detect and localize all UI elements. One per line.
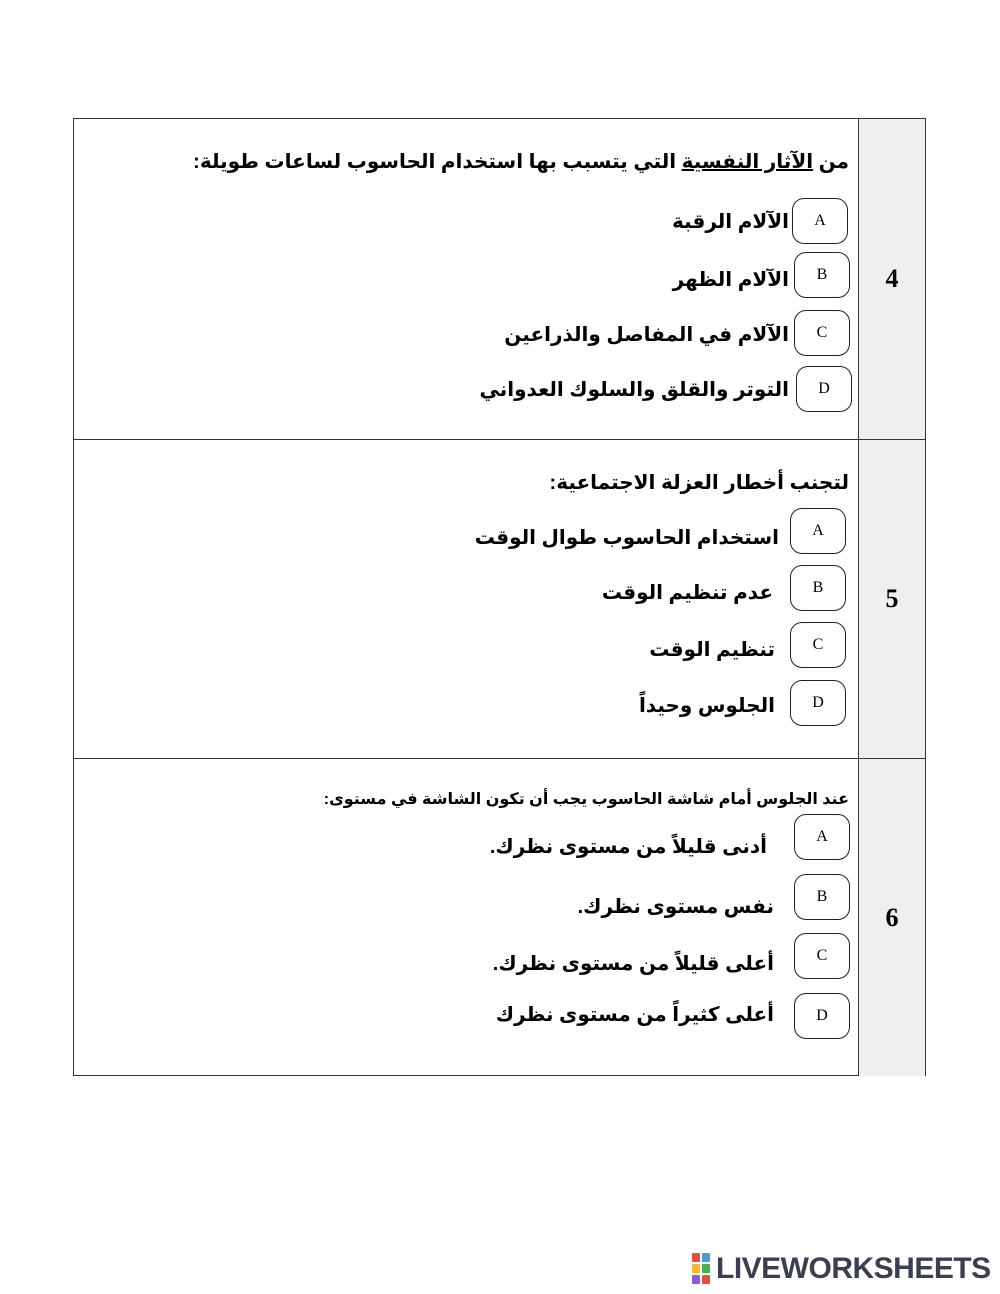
option-c-text: تنظيم الوقت: [649, 639, 775, 661]
question-row-4: [74, 119, 925, 439]
logo-text: LIVEWORKSHEETS: [716, 1251, 991, 1285]
logo-icon-square: [702, 1253, 710, 1262]
option-a-text: الآلام الرقبة: [671, 211, 789, 233]
option-a-button[interactable]: A: [790, 508, 846, 554]
option-d-text: الجلوس وحيداً: [638, 695, 775, 717]
liveworksheets-logo: [692, 1253, 991, 1284]
quiz-table: [73, 118, 926, 1076]
option-a-text: استخدام الحاسوب طوال الوقت: [474, 527, 779, 549]
option-c-text: الآلام في المفاصل والذراعين: [504, 324, 789, 346]
option-d-button[interactable]: D: [794, 993, 850, 1039]
option-c-text: أعلى قليلاً من مستوى نظرك.: [492, 953, 774, 975]
logo-icon-square: [702, 1264, 710, 1273]
logo-icon-square: [692, 1275, 700, 1284]
question-row-5: [74, 439, 925, 758]
option-d-text: التوتر والقلق والسلوك العدواني: [479, 379, 789, 401]
question-number: 5: [858, 440, 925, 758]
question-number: 6: [858, 759, 925, 1076]
question-prompt: لتجنب أخطار العزلة الاجتماعية:: [549, 472, 849, 494]
logo-icon-square: [692, 1264, 700, 1273]
option-b-text: الآلام الظهر: [672, 269, 789, 291]
option-b-button[interactable]: B: [794, 252, 850, 298]
option-c-button[interactable]: C: [790, 622, 846, 668]
option-c-button[interactable]: C: [794, 310, 850, 356]
question-row-6: [74, 758, 925, 1076]
logo-icon: [692, 1253, 710, 1284]
option-b-text: نفس مستوى نظرك.: [577, 896, 774, 918]
logo-icon-square: [692, 1253, 700, 1262]
prompt-underlined: الآثار النفسية: [681, 151, 814, 173]
prompt-part: من: [813, 151, 849, 173]
option-b-text: عدم تنظيم الوقت: [601, 582, 773, 604]
option-a-button[interactable]: A: [792, 198, 848, 244]
option-b-button[interactable]: B: [790, 565, 846, 611]
option-a-button[interactable]: A: [794, 814, 850, 860]
option-d-button[interactable]: D: [796, 366, 852, 412]
question-number: 4: [858, 119, 925, 439]
option-b-button[interactable]: B: [794, 874, 850, 920]
option-a-text: أدنى قليلاً من مستوى نظرك.: [489, 836, 767, 858]
question-prompt: عند الجلوس أمام شاشة الحاسوب يجب أن تكون الشاشة في مستوى:: [323, 791, 849, 808]
prompt-part: التي يتسبب بها استخدام الحاسوب لساعات طويلة:: [193, 151, 682, 173]
option-d-button[interactable]: D: [790, 680, 846, 726]
question-prompt: [193, 149, 849, 174]
option-c-button[interactable]: C: [794, 933, 850, 979]
logo-icon-square: [702, 1275, 710, 1284]
option-d-text: أعلى كثيراً من مستوى نظرك: [495, 1004, 774, 1026]
